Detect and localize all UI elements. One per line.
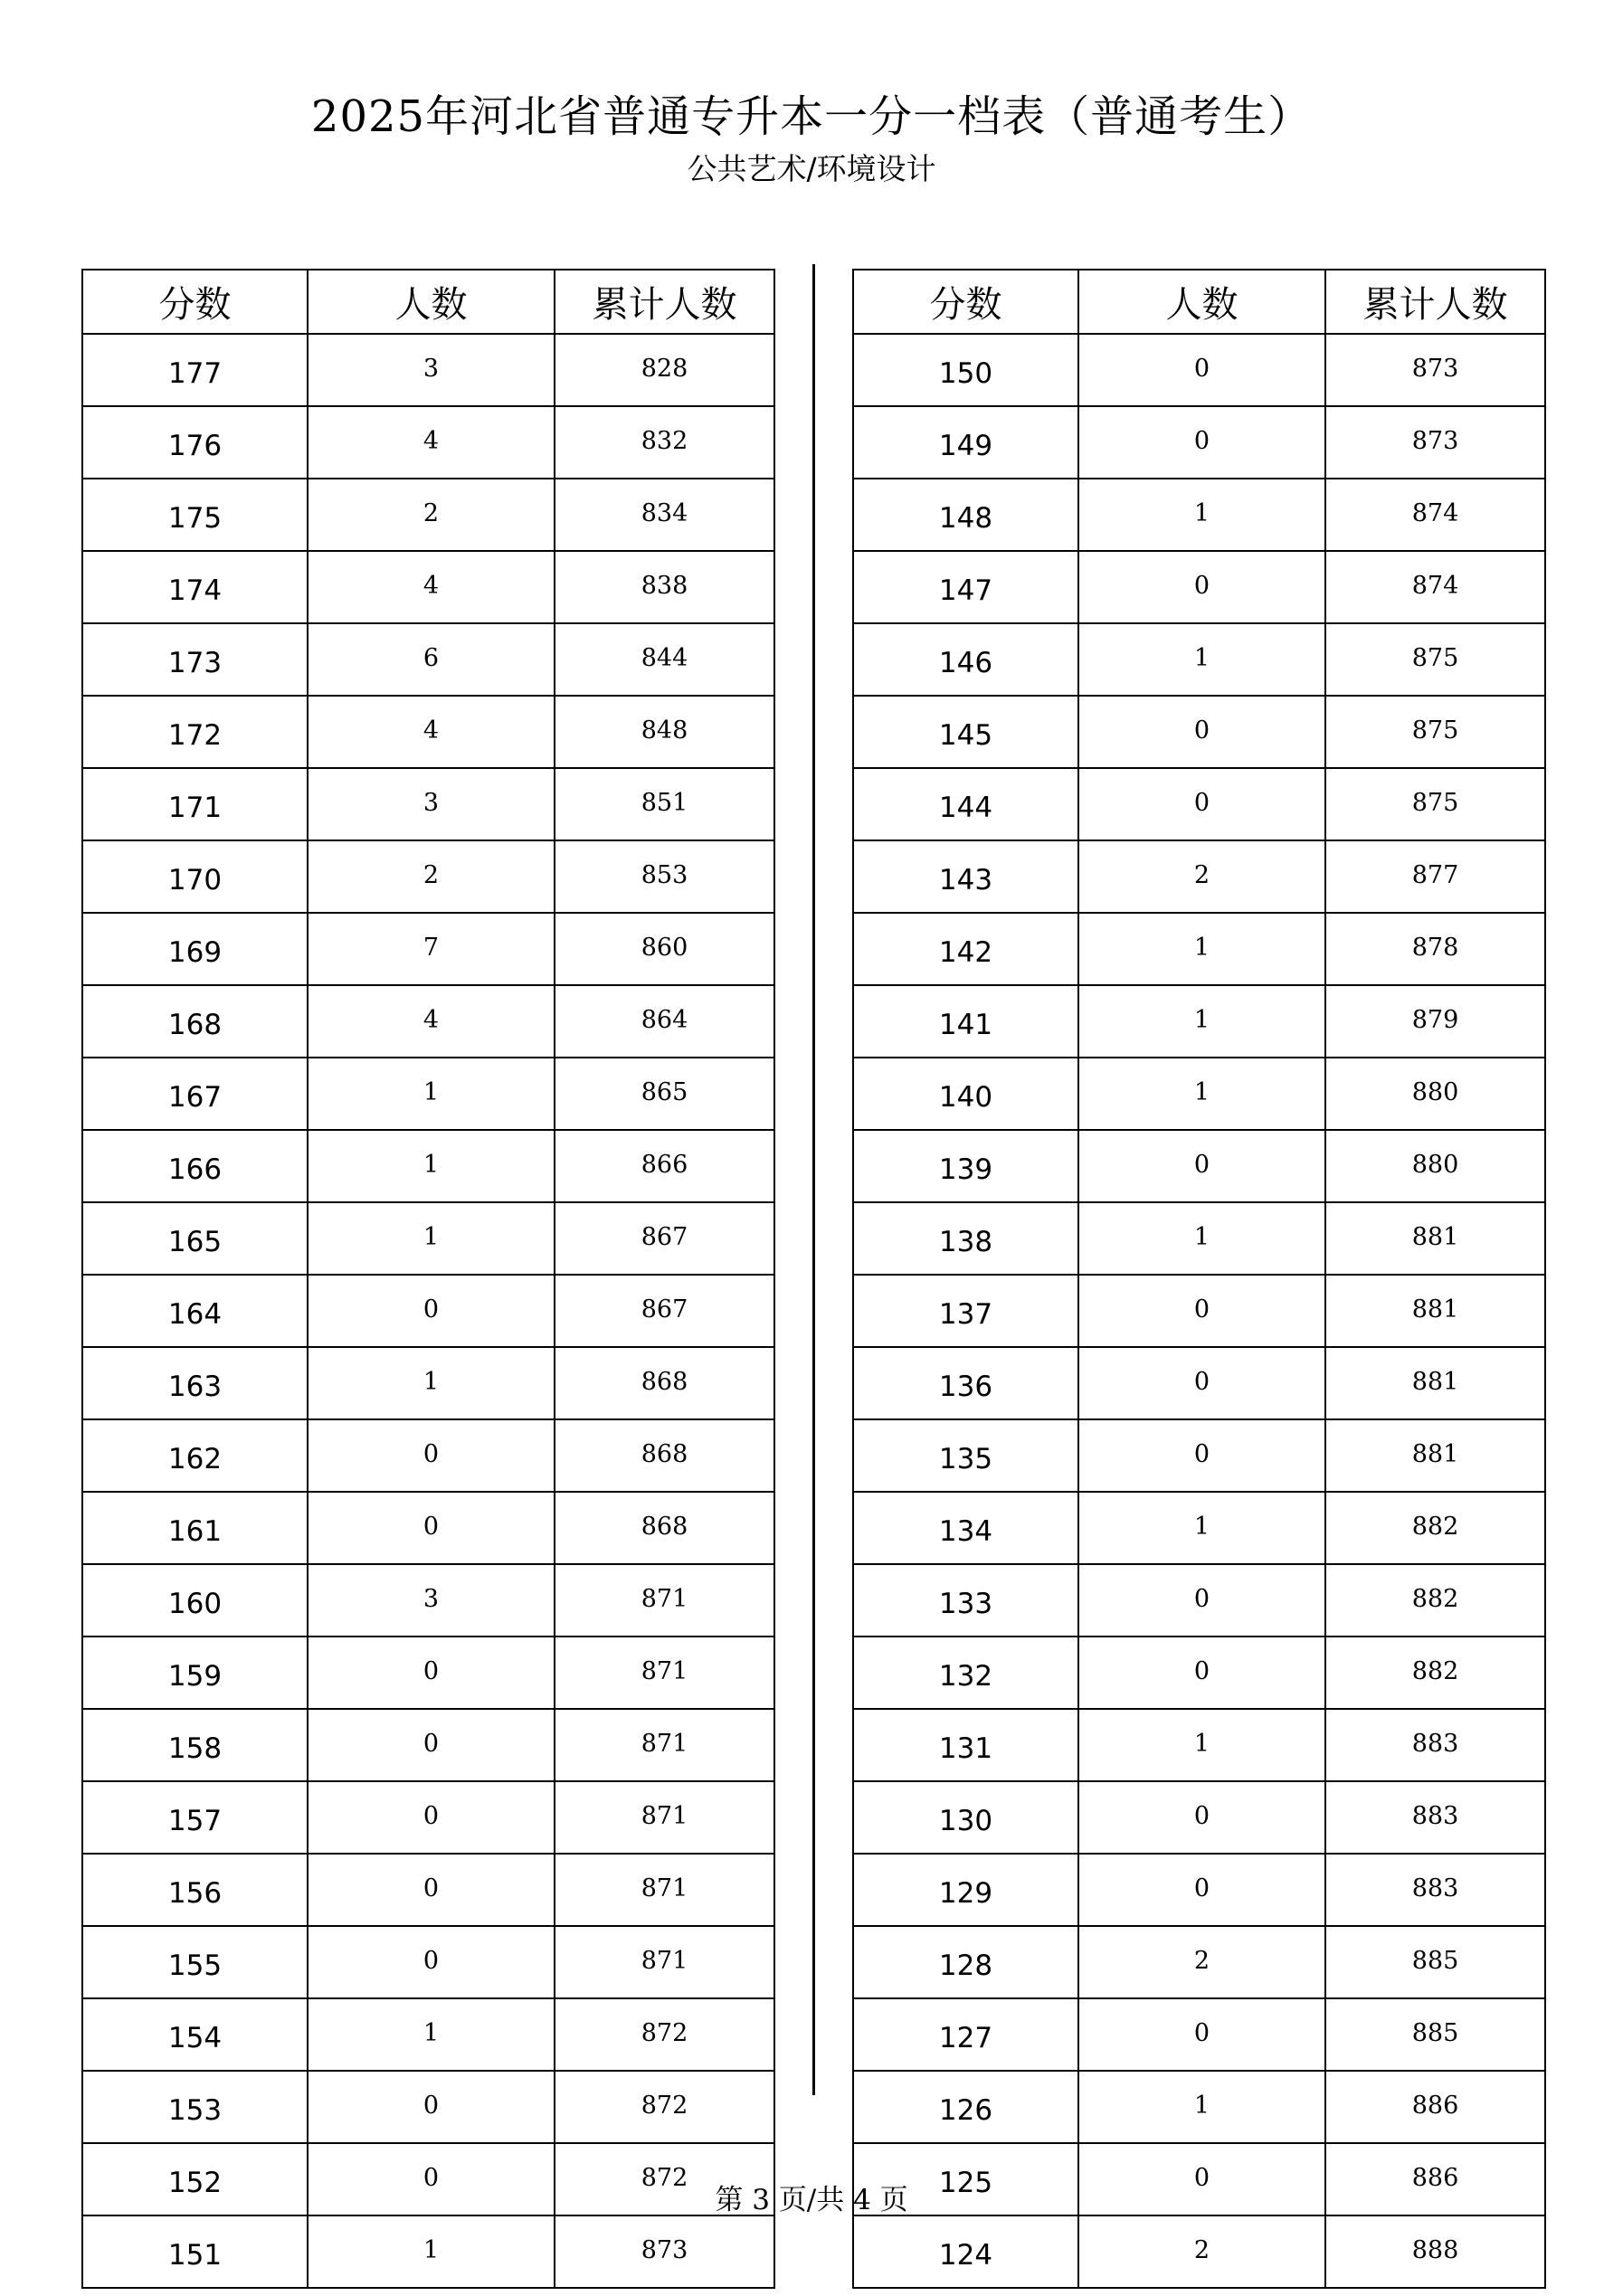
table-row bbox=[82, 2215, 774, 2288]
score-table-left bbox=[81, 269, 775, 2289]
cumulative-cell: 873 bbox=[555, 2215, 774, 2288]
table-row bbox=[82, 623, 774, 696]
table-row bbox=[82, 551, 774, 623]
score-cell: 170 bbox=[82, 840, 308, 913]
count-cell: 3 bbox=[308, 334, 555, 406]
table-row bbox=[853, 1781, 1545, 1854]
cumulative-cell: 868 bbox=[555, 1419, 774, 1492]
page-footer: 第 3 页/共 4 页 bbox=[715, 2184, 908, 2216]
count-cell: 1 bbox=[308, 2215, 555, 2288]
table-row bbox=[853, 1419, 1545, 1492]
count-cell: 0 bbox=[308, 2071, 555, 2143]
count-cell: 0 bbox=[308, 2143, 555, 2215]
table-row bbox=[853, 2215, 1545, 2288]
table-row bbox=[853, 551, 1545, 623]
count-cell: 2 bbox=[308, 840, 555, 913]
score-cell: 163 bbox=[82, 1347, 308, 1419]
count-cell: 0 bbox=[1078, 1854, 1325, 1926]
table-row bbox=[853, 479, 1545, 551]
cumulative-cell: 866 bbox=[555, 1130, 774, 1202]
table-row bbox=[82, 1926, 774, 1998]
cumulative-cell: 872 bbox=[555, 2071, 774, 2143]
count-cell: 0 bbox=[1078, 1564, 1325, 1637]
count-cell: 2 bbox=[308, 479, 555, 551]
count-cell: 4 bbox=[308, 551, 555, 623]
count-cell: 0 bbox=[308, 1419, 555, 1492]
column-divider bbox=[812, 264, 815, 2095]
table-row bbox=[82, 1275, 774, 1347]
count-cell: 0 bbox=[1078, 551, 1325, 623]
cumulative-cell: 872 bbox=[555, 1998, 774, 2071]
cumulative-cell: 877 bbox=[1325, 840, 1545, 913]
table-row bbox=[82, 1781, 774, 1854]
table-row bbox=[853, 1202, 1545, 1275]
cumulative-cell: 885 bbox=[1325, 1998, 1545, 2071]
count-cell: 0 bbox=[1078, 768, 1325, 840]
cumulative-cell: 886 bbox=[1325, 2071, 1545, 2143]
table-row bbox=[853, 985, 1545, 1058]
count-cell: 1 bbox=[1078, 1058, 1325, 1130]
score-table-right bbox=[852, 269, 1546, 2289]
count-cell: 1 bbox=[308, 1130, 555, 1202]
table-row bbox=[853, 1709, 1545, 1781]
table-row bbox=[82, 1130, 774, 1202]
count-cell: 2 bbox=[1078, 2215, 1325, 2288]
score-cell: 136 bbox=[853, 1347, 1078, 1419]
score-cell: 125 bbox=[853, 2143, 1078, 2215]
cumulative-cell: 886 bbox=[1325, 2143, 1545, 2215]
count-cell: 2 bbox=[1078, 1926, 1325, 1998]
cumulative-cell: 885 bbox=[1325, 1926, 1545, 1998]
count-cell: 0 bbox=[308, 1492, 555, 1564]
count-cell: 1 bbox=[1078, 1492, 1325, 1564]
score-cell: 129 bbox=[853, 1854, 1078, 1926]
table-row bbox=[853, 1058, 1545, 1130]
table-row bbox=[853, 840, 1545, 913]
table-row bbox=[82, 2071, 774, 2143]
header-cumulative: 累计人数 bbox=[1325, 270, 1545, 334]
table-row bbox=[853, 334, 1545, 406]
table-row bbox=[82, 913, 774, 985]
table-row bbox=[82, 1709, 774, 1781]
table-body-left bbox=[82, 334, 774, 2288]
score-cell: 148 bbox=[853, 479, 1078, 551]
cumulative-cell: 882 bbox=[1325, 1564, 1545, 1637]
count-cell: 0 bbox=[1078, 1347, 1325, 1419]
table-row bbox=[82, 768, 774, 840]
cumulative-cell: 875 bbox=[1325, 696, 1545, 768]
score-cell: 158 bbox=[82, 1709, 308, 1781]
table-row bbox=[82, 1564, 774, 1637]
cumulative-cell: 888 bbox=[1325, 2215, 1545, 2288]
header-count: 人数 bbox=[1078, 270, 1325, 334]
table-row bbox=[853, 768, 1545, 840]
cumulative-cell: 838 bbox=[555, 551, 774, 623]
score-cell: 161 bbox=[82, 1492, 308, 1564]
score-cell: 124 bbox=[853, 2215, 1078, 2288]
score-cell: 164 bbox=[82, 1275, 308, 1347]
score-cell: 147 bbox=[853, 551, 1078, 623]
count-cell: 1 bbox=[308, 1347, 555, 1419]
score-cell: 143 bbox=[853, 840, 1078, 913]
cumulative-cell: 883 bbox=[1325, 1709, 1545, 1781]
cumulative-cell: 874 bbox=[1325, 551, 1545, 623]
table-row bbox=[82, 840, 774, 913]
score-cell: 162 bbox=[82, 1419, 308, 1492]
cumulative-cell: 882 bbox=[1325, 1637, 1545, 1709]
count-cell: 0 bbox=[1078, 334, 1325, 406]
count-cell: 0 bbox=[308, 1926, 555, 1998]
table-row bbox=[82, 696, 774, 768]
cumulative-cell: 865 bbox=[555, 1058, 774, 1130]
count-cell: 4 bbox=[308, 406, 555, 479]
count-cell: 0 bbox=[308, 1637, 555, 1709]
cumulative-cell: 871 bbox=[555, 1637, 774, 1709]
count-cell: 0 bbox=[1078, 1275, 1325, 1347]
table-row bbox=[82, 1202, 774, 1275]
score-cell: 155 bbox=[82, 1926, 308, 1998]
count-cell: 1 bbox=[308, 1998, 555, 2071]
cumulative-cell: 875 bbox=[1325, 623, 1545, 696]
count-cell: 4 bbox=[308, 985, 555, 1058]
cumulative-cell: 868 bbox=[555, 1492, 774, 1564]
score-cell: 137 bbox=[853, 1275, 1078, 1347]
table-row bbox=[853, 1275, 1545, 1347]
score-cell: 146 bbox=[853, 623, 1078, 696]
score-cell: 132 bbox=[853, 1637, 1078, 1709]
count-cell: 0 bbox=[1078, 1781, 1325, 1854]
table-row bbox=[853, 913, 1545, 985]
score-cell: 175 bbox=[82, 479, 308, 551]
table-row bbox=[82, 1637, 774, 1709]
cumulative-cell: 871 bbox=[555, 1709, 774, 1781]
score-cell: 133 bbox=[853, 1564, 1078, 1637]
table-row bbox=[82, 406, 774, 479]
score-cell: 174 bbox=[82, 551, 308, 623]
score-cell: 172 bbox=[82, 696, 308, 768]
table-row bbox=[82, 1058, 774, 1130]
cumulative-cell: 881 bbox=[1325, 1202, 1545, 1275]
cumulative-cell: 848 bbox=[555, 696, 774, 768]
score-cell: 144 bbox=[853, 768, 1078, 840]
table-row bbox=[82, 1347, 774, 1419]
table-row bbox=[853, 2071, 1545, 2143]
score-cell: 169 bbox=[82, 913, 308, 985]
cumulative-cell: 878 bbox=[1325, 913, 1545, 985]
score-cell: 145 bbox=[853, 696, 1078, 768]
score-cell: 151 bbox=[82, 2215, 308, 2288]
cumulative-cell: 864 bbox=[555, 985, 774, 1058]
score-cell: 152 bbox=[82, 2143, 308, 2215]
cumulative-cell: 871 bbox=[555, 1854, 774, 1926]
page-title: 2025年河北省普通专升本一分一档表（普通考生） bbox=[310, 91, 1313, 142]
table-row bbox=[853, 1854, 1545, 1926]
score-cell: 142 bbox=[853, 913, 1078, 985]
table-body-right bbox=[853, 334, 1545, 2288]
score-cell: 157 bbox=[82, 1781, 308, 1854]
count-cell: 0 bbox=[1078, 406, 1325, 479]
score-cell: 154 bbox=[82, 1998, 308, 2071]
score-cell: 165 bbox=[82, 1202, 308, 1275]
score-cell: 126 bbox=[853, 2071, 1078, 2143]
cumulative-cell: 873 bbox=[1325, 406, 1545, 479]
score-cell: 135 bbox=[853, 1419, 1078, 1492]
table-row bbox=[853, 696, 1545, 768]
cumulative-cell: 879 bbox=[1325, 985, 1545, 1058]
cumulative-cell: 834 bbox=[555, 479, 774, 551]
header-count: 人数 bbox=[308, 270, 555, 334]
count-cell: 3 bbox=[308, 768, 555, 840]
cumulative-cell: 883 bbox=[1325, 1854, 1545, 1926]
cumulative-cell: 872 bbox=[555, 2143, 774, 2215]
cumulative-cell: 880 bbox=[1325, 1130, 1545, 1202]
table-header-row bbox=[853, 270, 1545, 334]
table-row bbox=[853, 1926, 1545, 1998]
count-cell: 6 bbox=[308, 623, 555, 696]
cumulative-cell: 873 bbox=[1325, 334, 1545, 406]
count-cell: 0 bbox=[1078, 1419, 1325, 1492]
score-cell: 166 bbox=[82, 1130, 308, 1202]
header-score: 分数 bbox=[82, 270, 308, 334]
table-row bbox=[853, 406, 1545, 479]
count-cell: 0 bbox=[1078, 696, 1325, 768]
cumulative-cell: 882 bbox=[1325, 1492, 1545, 1564]
count-cell: 1 bbox=[308, 1058, 555, 1130]
score-cell: 150 bbox=[853, 334, 1078, 406]
table-row bbox=[853, 1492, 1545, 1564]
count-cell: 2 bbox=[1078, 840, 1325, 913]
cumulative-cell: 881 bbox=[1325, 1347, 1545, 1419]
score-cell: 138 bbox=[853, 1202, 1078, 1275]
count-cell: 0 bbox=[1078, 1637, 1325, 1709]
score-cell: 177 bbox=[82, 334, 308, 406]
score-cell: 167 bbox=[82, 1058, 308, 1130]
score-cell: 128 bbox=[853, 1926, 1078, 1998]
table-row bbox=[82, 1492, 774, 1564]
score-cell: 171 bbox=[82, 768, 308, 840]
count-cell: 0 bbox=[308, 1709, 555, 1781]
score-cell: 168 bbox=[82, 985, 308, 1058]
cumulative-cell: 851 bbox=[555, 768, 774, 840]
score-cell: 139 bbox=[853, 1130, 1078, 1202]
count-cell: 1 bbox=[1078, 913, 1325, 985]
cumulative-cell: 874 bbox=[1325, 479, 1545, 551]
score-cell: 127 bbox=[853, 1998, 1078, 2071]
table-row bbox=[82, 1854, 774, 1926]
cumulative-cell: 881 bbox=[1325, 1419, 1545, 1492]
count-cell: 1 bbox=[308, 1202, 555, 1275]
cumulative-cell: 871 bbox=[555, 1564, 774, 1637]
score-cell: 160 bbox=[82, 1564, 308, 1637]
count-cell: 1 bbox=[1078, 985, 1325, 1058]
cumulative-cell: 875 bbox=[1325, 768, 1545, 840]
cumulative-cell: 832 bbox=[555, 406, 774, 479]
cumulative-cell: 867 bbox=[555, 1275, 774, 1347]
table-row bbox=[853, 1130, 1545, 1202]
cumulative-cell: 853 bbox=[555, 840, 774, 913]
cumulative-cell: 871 bbox=[555, 1781, 774, 1854]
cumulative-cell: 828 bbox=[555, 334, 774, 406]
table-row bbox=[82, 334, 774, 406]
page-subtitle: 公共艺术/环境设计 bbox=[687, 151, 936, 186]
table-row bbox=[82, 1998, 774, 2071]
table-row bbox=[82, 479, 774, 551]
count-cell: 4 bbox=[308, 696, 555, 768]
cumulative-cell: 871 bbox=[555, 1926, 774, 1998]
count-cell: 1 bbox=[1078, 1709, 1325, 1781]
count-cell: 0 bbox=[1078, 1998, 1325, 2071]
count-cell: 0 bbox=[308, 1781, 555, 1854]
score-cell: 141 bbox=[853, 985, 1078, 1058]
score-cell: 153 bbox=[82, 2071, 308, 2143]
cumulative-cell: 881 bbox=[1325, 1275, 1545, 1347]
count-cell: 0 bbox=[1078, 1130, 1325, 1202]
count-cell: 1 bbox=[1078, 2071, 1325, 2143]
count-cell: 1 bbox=[1078, 479, 1325, 551]
table-row bbox=[82, 985, 774, 1058]
count-cell: 0 bbox=[308, 1275, 555, 1347]
cumulative-cell: 860 bbox=[555, 913, 774, 985]
table-row bbox=[853, 1637, 1545, 1709]
table-row bbox=[853, 623, 1545, 696]
cumulative-cell: 883 bbox=[1325, 1781, 1545, 1854]
score-cell: 140 bbox=[853, 1058, 1078, 1130]
count-cell: 1 bbox=[1078, 1202, 1325, 1275]
cumulative-cell: 868 bbox=[555, 1347, 774, 1419]
cumulative-cell: 867 bbox=[555, 1202, 774, 1275]
cumulative-cell: 844 bbox=[555, 623, 774, 696]
score-cell: 176 bbox=[82, 406, 308, 479]
score-cell: 159 bbox=[82, 1637, 308, 1709]
score-cell: 134 bbox=[853, 1492, 1078, 1564]
count-cell: 0 bbox=[308, 1854, 555, 1926]
count-cell: 7 bbox=[308, 913, 555, 985]
header-score: 分数 bbox=[853, 270, 1078, 334]
score-cell: 149 bbox=[853, 406, 1078, 479]
score-cell: 131 bbox=[853, 1709, 1078, 1781]
table-row bbox=[853, 1998, 1545, 2071]
cumulative-cell: 880 bbox=[1325, 1058, 1545, 1130]
table-row bbox=[853, 1564, 1545, 1637]
count-cell: 3 bbox=[308, 1564, 555, 1637]
count-cell: 0 bbox=[1078, 2143, 1325, 2215]
header-cumulative: 累计人数 bbox=[555, 270, 774, 334]
table-header-row bbox=[82, 270, 774, 334]
count-cell: 1 bbox=[1078, 623, 1325, 696]
score-cell: 173 bbox=[82, 623, 308, 696]
table-row bbox=[82, 1419, 774, 1492]
table-row bbox=[853, 1347, 1545, 1419]
score-cell: 156 bbox=[82, 1854, 308, 1926]
score-cell: 130 bbox=[853, 1781, 1078, 1854]
